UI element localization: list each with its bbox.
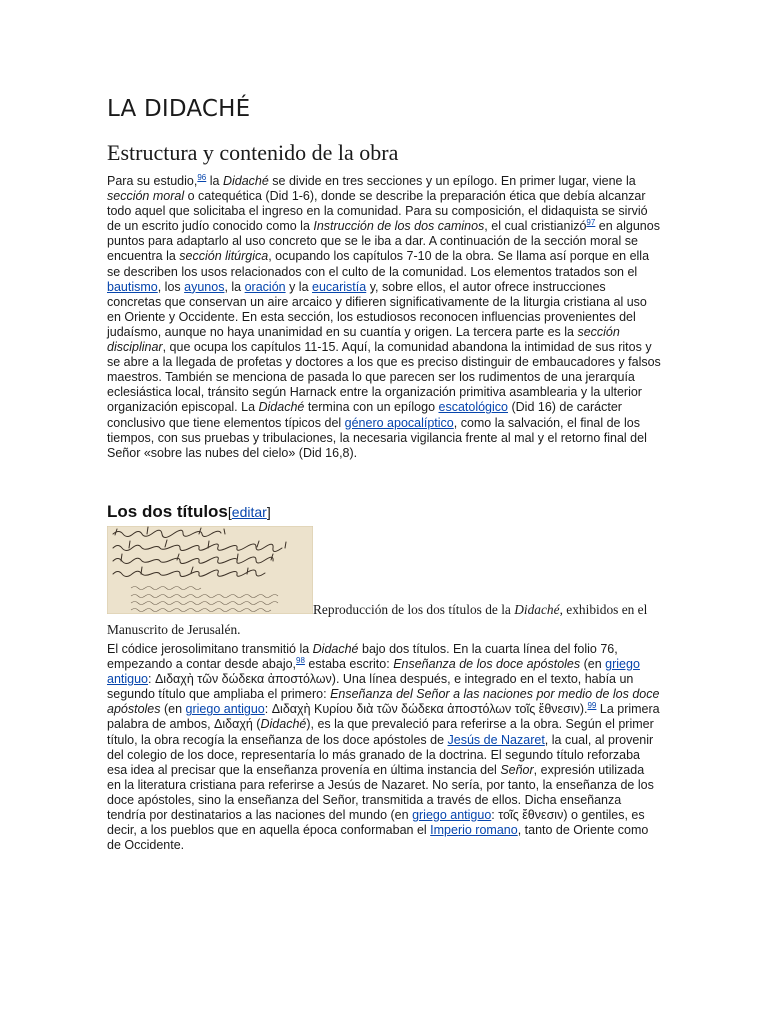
italic-term: Didaché bbox=[222, 174, 269, 188]
text-run: , que ocupa los capítulos 11-15. Aquí, la comunidad abandona la intimidad de sus ritos y se abre a la llegada de profetas y doctores a los que es preciso distinguir de embaucadores y falsos maestros. También se menciona de pasada lo que parecen ser los rudimentos de una jerarquía eclesiástica local, tránsito según Harnack entre la organización primitiva asamblearia y la ulterior organización episcopal. La bbox=[107, 340, 661, 415]
italic-term: sección disciplinar bbox=[107, 324, 620, 355]
paragraph-titles bbox=[107, 642, 661, 853]
link-escatologico[interactable]: escatológico bbox=[438, 400, 508, 415]
italic-term: Didaché bbox=[312, 642, 359, 656]
text-run: se divide en tres secciones y un epílogo. En primer lugar, viene la bbox=[268, 174, 636, 188]
edit-bracket-close: ] bbox=[266, 504, 271, 520]
text-run: , tanto de Oriente como de Occidente. bbox=[107, 823, 649, 853]
text-run: : Διδαχὴ τῶν δώδεκα ἀποστόλων). Una línea después, e integrado en el texto, había un segundo título que ampliaba el primero: bbox=[107, 672, 634, 702]
text-run: bajo dos títulos. En la cuarta línea del folio 76, empezando a contar desde abajo, bbox=[107, 642, 618, 672]
text-run: , la bbox=[224, 279, 245, 294]
link-griego-antiguo[interactable]: griego antiguo bbox=[412, 808, 492, 823]
link-eucaristia[interactable]: eucaristía bbox=[312, 279, 367, 294]
text-run: o catequética (Did 1-6), donde se describe la preparación ética que debía alcanzar todo aquel que solicitaba el ingreso en la comunidad. Para su composición, el didaquista se sirvió de un escrito judío conocido como la bbox=[107, 189, 648, 234]
text-run: y, sobre ellos, el autor ofrece instrucciones concretas que conservan un aire arcaico y difieren significativamente de la liturgia cristiana al uso en Oriente y Occidente. En esta sección, los estudiosos reconocen influencias provenientes del judaísmo, aunque no haya unanimidad en su cuantía y origen. La tercera parte es la bbox=[107, 279, 647, 339]
text-run: , el cual cristianizó bbox=[484, 219, 587, 234]
italic-term: Didaché bbox=[260, 717, 307, 732]
reference-link[interactable]: 96 bbox=[197, 173, 207, 182]
text-run: , ocupando los capítulos 7-10 de la obra. Se llama así porque en ella se describen los usos relacionados con el culto de la comunidad. Los elementos tratados son el bbox=[107, 249, 650, 279]
edit-link[interactable]: editar bbox=[231, 504, 267, 520]
section-title: Estructura y contenido de la obra bbox=[107, 140, 399, 165]
link-jesus-de-nazaret[interactable]: Jesús de Nazaret bbox=[447, 732, 545, 747]
italic-term: Didaché bbox=[258, 400, 305, 415]
text-run: Para su estudio, bbox=[107, 174, 198, 188]
link-griego-antiguo[interactable]: griego antiguo bbox=[107, 657, 640, 687]
italic-term: sección litúrgica bbox=[179, 249, 269, 264]
text-run: ), es la que prevaleció para referirse a la obra. Según el primer título, la obra recogía la enseñanza de los doce apóstoles de bbox=[107, 717, 654, 747]
edit-section bbox=[228, 504, 271, 520]
paragraph-structure bbox=[107, 174, 661, 461]
text-run: (en bbox=[160, 702, 186, 717]
text-run: estaba escrito: bbox=[304, 657, 394, 672]
link-genero-apocaliptico[interactable]: género apocalíptico bbox=[344, 415, 454, 430]
link-oracion[interactable]: oración bbox=[244, 279, 286, 294]
reference-98[interactable] bbox=[296, 656, 305, 665]
link-griego-antiguo[interactable]: griego antiguo bbox=[185, 702, 265, 717]
text-run: la bbox=[206, 174, 223, 188]
reference-link[interactable]: 99 bbox=[587, 701, 597, 711]
text-run: , expresión utilizada en la literatura cristiana para referirse a Jesús de Nazaret. No sería, por tanto, la enseñanza de los doce apóstoles, sino la enseñanza del Señor, transmitida a través de ellos. Dicha enseñanza tendría por destinatarios a las naciones del mundo (en bbox=[107, 762, 654, 823]
figure-caption bbox=[107, 600, 667, 640]
text-run: El códice jerosolimitano transmitió la bbox=[107, 642, 313, 656]
text-run: : τοῖς ἔθνεσιν) o gentiles, es decir, a los pueblos que en aquella época conformaban el bbox=[107, 808, 645, 838]
edit-bracket-open: [ bbox=[227, 504, 232, 520]
subheading-label: Los dos títulos bbox=[107, 502, 228, 521]
text-run: Reproducción de los dos títulos de la bbox=[313, 602, 515, 617]
link-imperio-romano[interactable]: Imperio romano bbox=[430, 823, 518, 838]
reference-link[interactable]: 97 bbox=[586, 218, 596, 228]
text-run: La primera palabra de ambos, Διδαχή ( bbox=[107, 702, 660, 732]
italic-term: Didaché bbox=[514, 602, 560, 617]
italic-term: sección moral bbox=[107, 189, 185, 204]
reference-96[interactable] bbox=[197, 173, 206, 182]
text-run: : Διδαχὴ Κυρίου διὰ τῶν δώδεκα ἀποστόλων τοῖς ἔθνεσιν). bbox=[264, 702, 588, 717]
italic-term: Enseñanza del Señor a las naciones por medio de los doce apóstoles bbox=[107, 687, 660, 717]
text-run: termina con un epílogo bbox=[304, 400, 439, 415]
text-run: en algunos puntos para adaptarlo al uso concreto que se le iba a dar. A continuación de la sección moral se encuentra la bbox=[107, 219, 660, 264]
text-run: y la bbox=[285, 279, 313, 294]
text-run: , la cual, al provenir del colegio de los doce, representaría lo más granado de la doctrina. El segundo título reforzaba esa idea al precisar que la enseñanza provenía en última instancia del bbox=[107, 732, 654, 777]
italic-term: Señor bbox=[500, 762, 534, 777]
italic-term: Instrucción de los dos caminos bbox=[313, 219, 485, 234]
subheading-los-dos-titulos bbox=[107, 502, 271, 522]
text-run: , exhibidos en el Manuscrito de Jerusalén. bbox=[107, 602, 648, 637]
reference-link[interactable]: 98 bbox=[296, 656, 305, 666]
italic-term: Enseñanza de los doce apóstoles bbox=[393, 657, 581, 672]
text-run: (en bbox=[580, 657, 606, 672]
document-title: LA DIDACHÉ bbox=[107, 96, 251, 122]
text-run: (Did 16) de carácter conclusivo que tiene elementos típicos del bbox=[107, 400, 622, 430]
link-ayunos[interactable]: ayunos bbox=[184, 279, 225, 294]
link-bautismo[interactable]: bautismo bbox=[107, 279, 158, 294]
text-run: , los bbox=[157, 279, 185, 294]
text-run: , como la salvación, el final de los tiempos, con sus pruebas y tribulaciones, la necesaria vigilancia frente al mal y el retorno final del Señor «sobre las nubes del cielo» (Did 16,8). bbox=[107, 415, 647, 460]
reference-97[interactable] bbox=[586, 218, 595, 227]
